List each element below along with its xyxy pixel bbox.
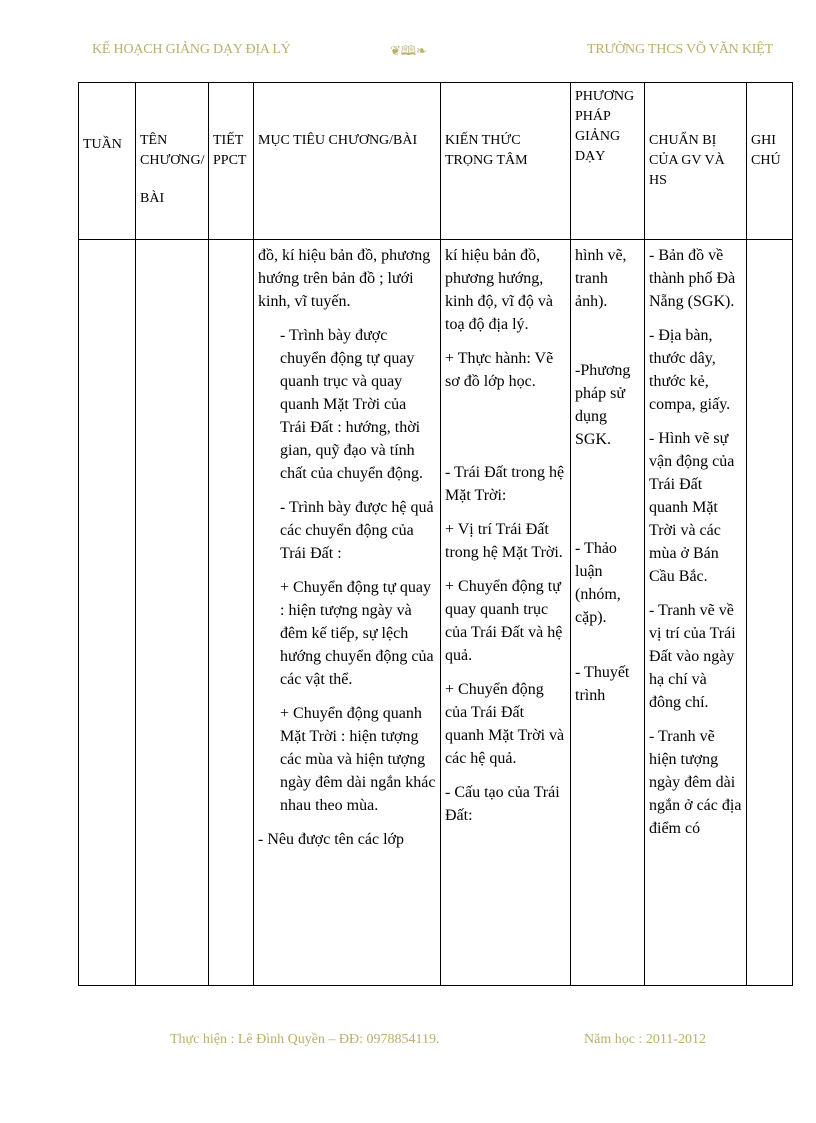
kien-thuc-item: - Trái Đất trong hệ Mặt Trời: — [445, 464, 565, 504]
muc-tieu-item: đồ, kí hiệu bản đồ, phương hướng trên bản đồ ; lưới kinh, vĩ tuyến. — [258, 247, 431, 310]
muc-tieu-item: + Chuyển động tự quay : hiện tượng ngày và đêm kế tiếp, sự lệch hướng chuyển động của các vật thể. — [280, 579, 434, 688]
cell-chuan-bi — [645, 240, 747, 986]
cell-ghi-chu — [747, 240, 793, 986]
col-header-chuan-bi: CHUẨN BỊ CỦA GV VÀ HS — [645, 83, 747, 240]
cell-phuong-phap — [571, 240, 645, 986]
kien-thuc-item: + Vị trí Trái Đất trong hệ Mặt Trời. — [445, 521, 563, 561]
col-header-phuong-phap: PHƯƠNG PHÁP GIẢNG DẠY — [571, 83, 645, 240]
lesson-plan-table — [78, 82, 793, 986]
phuong-phap-item: hình vẽ, tranh ảnh). — [575, 247, 627, 310]
chuan-bi-item: - Địa bàn, thước dây, thước kẻ, compa, giấy. — [649, 327, 731, 413]
col-header-tuan: TUẦN — [79, 83, 136, 240]
col-header-ten-line1: TÊN CHƯƠNG/ — [140, 133, 205, 168]
chuan-bi-item: - Tranh vẽ hiện tượng ngày đêm dài ngắn ở các địa điểm có — [649, 728, 742, 837]
phuong-phap-item: - Thảo luận (nhóm, cặp). — [575, 540, 621, 626]
muc-tieu-item: - Trình bày được chuyển động tự quay quanh trục và quay quanh Mặt Trời của Trái Đất : hướng, thời gian, quỹ đạo và tính chất của chuyển động. — [280, 327, 424, 482]
col-header-tiet: TIẾT PPCT — [209, 83, 254, 240]
cell-tiet — [209, 240, 254, 986]
footer-author: Thực hiện : Lê Đình Quyền – ĐĐ: 0978854119. — [170, 1032, 440, 1047]
phuong-phap-item: - Thuyết trình — [575, 664, 630, 704]
col-header-ten-chuong — [136, 83, 209, 240]
table-header-row — [79, 83, 793, 240]
col-header-ghi-chu: GHI CHÚ — [747, 83, 793, 240]
col-header-muc-tieu: MỤC TIÊU CHƯƠNG/BÀI — [254, 83, 441, 240]
kien-thuc-item: - Cấu tạo của Trái Đất: — [445, 784, 560, 824]
table-row — [79, 240, 793, 986]
phuong-phap-item: -Phương pháp sử dụng SGK. — [575, 362, 631, 448]
cell-muc-tieu — [254, 240, 441, 986]
muc-tieu-item: - Nêu được tên các lớp — [258, 831, 404, 848]
cell-kien-thuc — [441, 240, 571, 986]
header-ornament: ❦🕮❧ — [390, 43, 427, 58]
cell-ten-chuong — [136, 240, 209, 986]
header-school: TRƯỜNG THCS VÕ VĂN KIỆT — [587, 42, 773, 57]
chuan-bi-item: - Hình vẽ sự vận động của Trái Đất quanh Mặt Trời và các mùa ở Bán Cầu Bắc. — [649, 430, 735, 585]
muc-tieu-item: - Trình bày được hệ quả các chuyển động của Trái Đất : — [280, 499, 434, 562]
kien-thuc-item: + Chuyển động của Trái Đất quanh Mặt Trời và các hệ quả. — [445, 681, 565, 767]
muc-tieu-item: + Chuyển động quanh Mặt Trời : hiện tượng các mùa và hiện tượng ngày đêm dài ngắn khác nhau theo mùa. — [280, 705, 436, 814]
cell-tuan — [79, 240, 136, 986]
header-title: KẾ HOẠCH GIẢNG DẠY ĐỊA LÝ — [92, 42, 291, 57]
footer-school-year: Năm học : 2011-2012 — [584, 1032, 706, 1047]
col-header-ten-line2: BÀI — [140, 191, 165, 206]
kien-thuc-item: kí hiệu bản đồ, phương hướng, kinh độ, vĩ độ và toạ độ địa lý. — [445, 247, 553, 333]
kien-thuc-item: + Thực hành: Vẽ sơ đồ lớp học. — [445, 350, 554, 390]
chuan-bi-item: - Bản đồ về thành phố Đà Nẵng (SGK). — [649, 247, 736, 310]
col-header-kien-thuc: KIẾN THỨC TRỌNG TÂM — [441, 83, 571, 240]
kien-thuc-item: + Chuyển động tự quay quanh trục của Trái Đất và hệ quả. — [445, 578, 563, 664]
chuan-bi-item: - Tranh vẽ về vị trí của Trái Đất vào ngày hạ chí và đông chí. — [649, 602, 736, 711]
